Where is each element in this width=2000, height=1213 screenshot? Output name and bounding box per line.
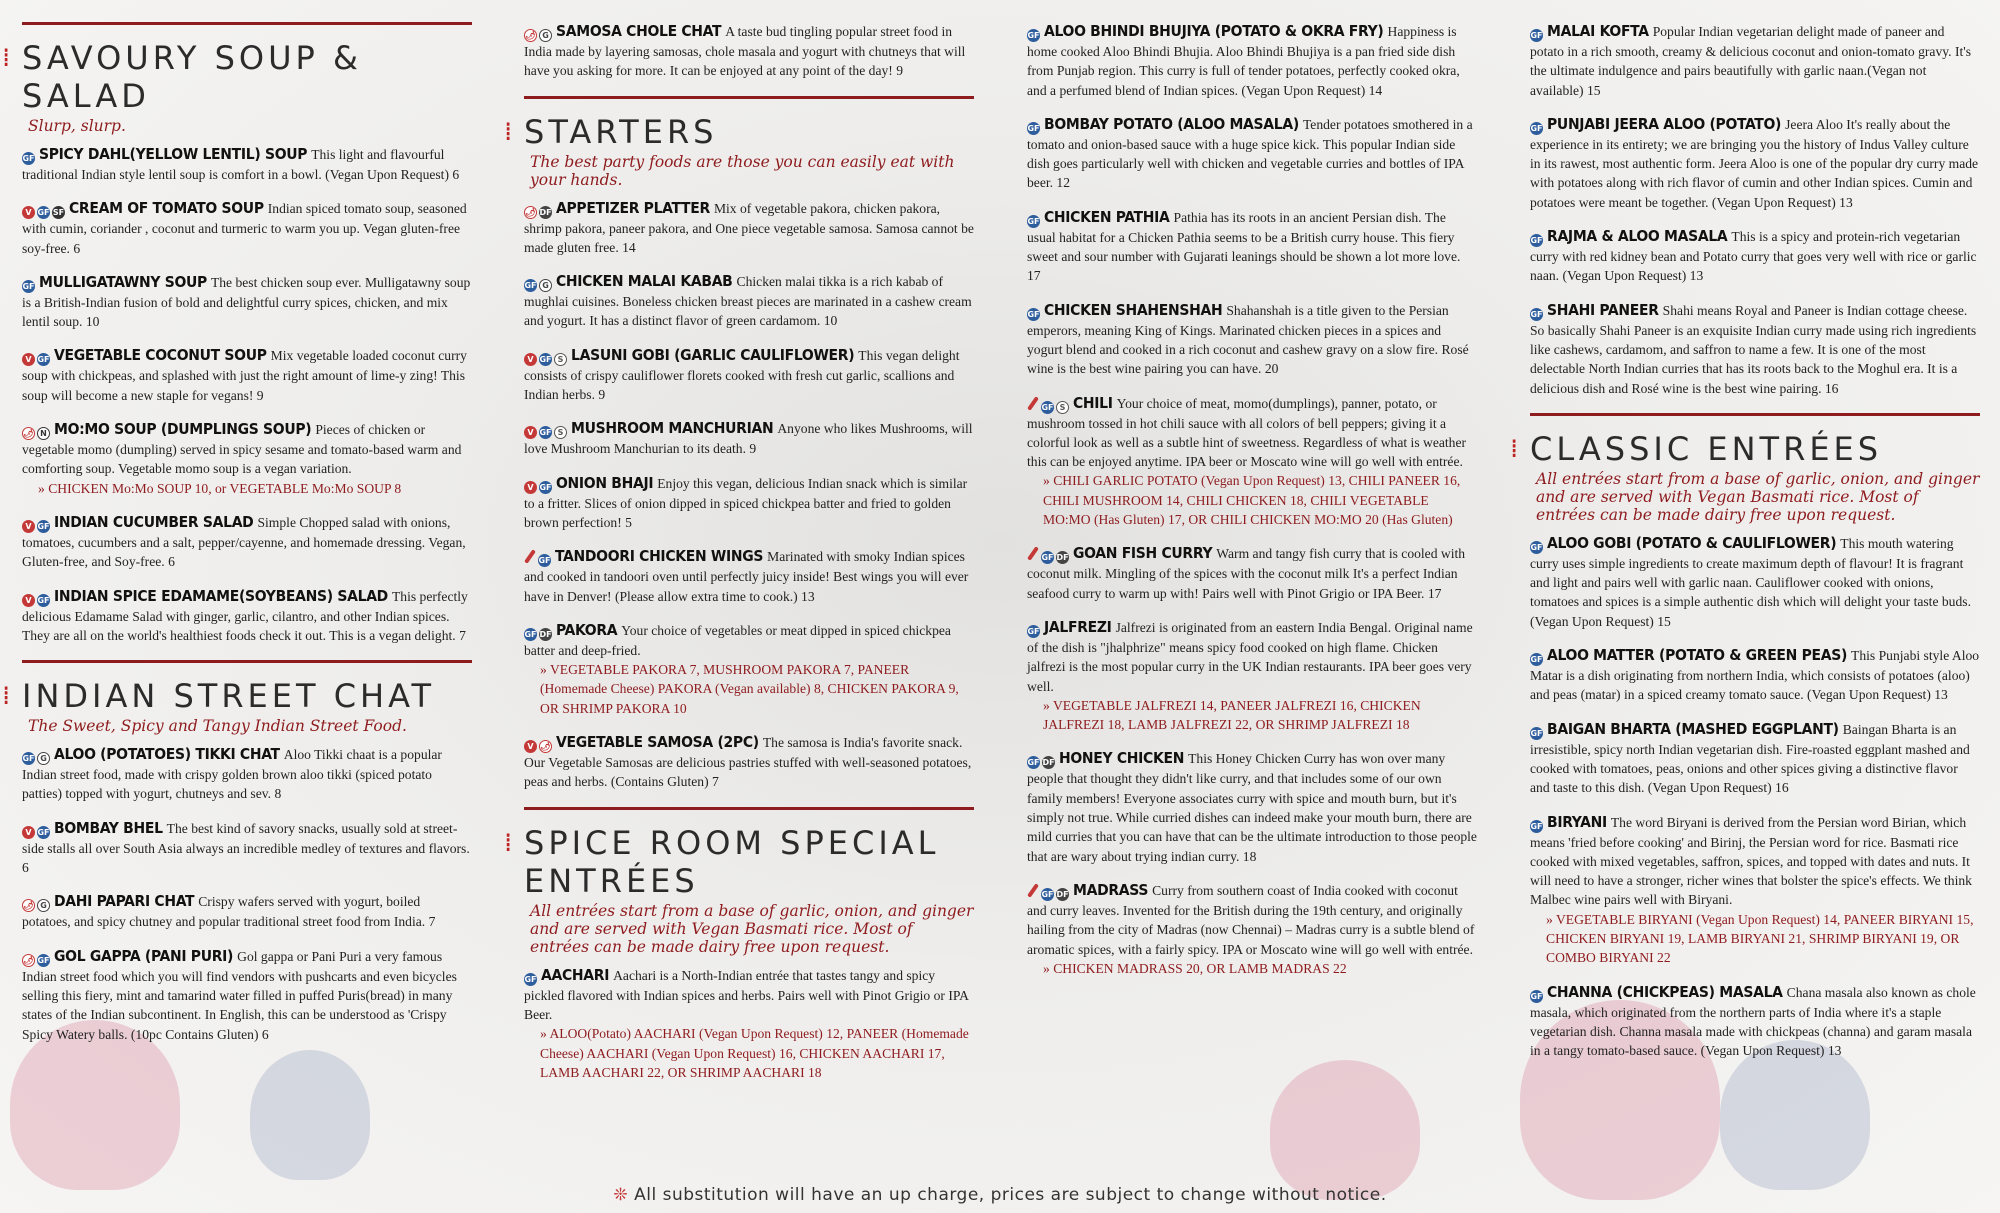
footer-notice [0, 1185, 2000, 1205]
item-name: HONEY CHICKEN [1059, 749, 1185, 768]
menu-item [22, 145, 472, 184]
item-description: Mix of vegetable pakora, chicken pakora, shrimp pakora, paneer pakora, and One piece vegetable samosa. Samosa cannot be made gluten free. 14 [524, 200, 974, 255]
chili-icon [1027, 883, 1039, 898]
item-name: MUSHROOM MANCHURIAN [571, 419, 774, 438]
menu-item [22, 819, 472, 878]
dietary-badges [1530, 115, 1545, 135]
item-name: INDIAN CUCUMBER SALAD [54, 512, 254, 531]
gluten-icon: G [539, 279, 552, 292]
menu-item [1530, 720, 1980, 798]
dietary-badges [22, 947, 52, 967]
gluten-free-icon: GF [524, 974, 537, 984]
item-name: JALFREZI [1044, 617, 1112, 636]
gluten-free-icon: GF [1027, 123, 1040, 133]
dietary-badges [524, 547, 553, 567]
item-description: Shahi means Royal and Paneer is Indian cottage cheese. So basically Shahi Paneer is an exquisite Indian curry made using rich ingredients like cashews, cardamom, and saffron to name a few. It is one of the most delectable North Indian curries that has its roots back to the Moghul era. It is a delicious dish and Rosé wine is the best wine pairing. 16 [1530, 302, 1977, 396]
item-name: SPICY DAHL(YELLOW LENTIL) SOUP [39, 145, 308, 163]
item-description: Popular Indian vegetarian delight made of paneer and potato in a rich smooth, creamy & delicious coconut and onion-tomato gravy. It's the ultimate indulgence and pairs beautifully with garlic naan.(Vegan not available) 15 [1530, 24, 1971, 98]
menu-item [524, 621, 974, 718]
item-name: BIRYANI [1547, 812, 1607, 831]
menu-item [1027, 618, 1477, 734]
elephant-decoration [250, 1050, 370, 1180]
dietary-badges [22, 420, 52, 440]
item-options: » CHILI GARLIC POTATO (Vegan Upon Request) 13, CHILI PANEER 16, CHILI MUSHROOM 14, CHILI CHICKEN 18, CHILI VEGETABLE MO:MO (Has Gluten) 17, OR CHILI CHICKEN MO:MO 20 (Has Gluten) [1043, 471, 1477, 529]
item-name: CREAM OF TOMATO SOUP [69, 199, 264, 218]
chili-icon [524, 549, 536, 564]
dairy-free-icon: DF [539, 629, 552, 639]
menu-item [22, 346, 472, 405]
dietary-badges [1027, 749, 1057, 769]
menu-item [1530, 646, 1980, 705]
item-description: Baingan Bharta is an irresistible, spicy north Indian vegetarian dish. Fire-roasted eggplant mashed and cooked with tomatoes, peas, onions and other spices giving a distinctive flavor and taste to this dish. (Vegan Upon Request) 16 [1530, 721, 1970, 796]
dietary-badges [22, 892, 52, 912]
menu-item [1027, 544, 1477, 603]
section-tagline: The Sweet, Spicy and Tangy Indian Street Food. [28, 717, 407, 736]
item-name: ALOO BHINDI BHUJIYA (POTATO & OKRA FRY) [1044, 22, 1384, 40]
section-divider [22, 22, 472, 25]
section-tagline: The best party foods are those you can easily eat with your hands. [530, 152, 955, 189]
spicy-icon: 🌶 [525, 31, 536, 40]
dietary-badges [524, 272, 554, 292]
item-name: MO:MO SOUP (DUMPLINGS SOUP) [54, 420, 312, 439]
gluten-free-icon: GF [539, 354, 552, 364]
section-title: ⁞ STARTERS [524, 113, 974, 151]
gluten-free-icon: GF [1027, 309, 1040, 319]
vegan-icon: V [22, 353, 35, 366]
spicy-icon: 🌶 [525, 207, 536, 217]
dietary-badges [524, 733, 554, 753]
dairy-free-icon: DF [1042, 758, 1055, 768]
item-description: Your choice of meat, momo(dumplings), panner, potato, or mushroom tossed in hot chili sauce with all colors of bell peppers; giving it a colorful look as well as a subtle hint of sweetness. Regardless of what is weather this can be enjoyed anytime. IPA beer or Moscato wine will go well with entrée. [1027, 395, 1467, 470]
menu-item [22, 947, 472, 1044]
item-name: VEGETABLE SAMOSA (2PC) [556, 733, 759, 752]
dietary-badges [1027, 301, 1042, 321]
item-description: Pathia has its roots in an ancient Persian dish. The usual habitat for a Chicken Pathia seems to be a British curry house. This fiery sweet and sour number with Gujarati leanings should be shown a lot more love. 17 [1027, 209, 1461, 284]
gluten-free-icon: GF [1530, 31, 1543, 40]
gluten-free-icon: GF [37, 521, 50, 531]
menu-item [1530, 115, 1980, 212]
dietary-badges [1530, 534, 1545, 554]
item-description: This vegan delight consists of crispy cauliflower florets cooked with fresh cut garlic, scallions and Indian herbs. 9 [524, 347, 960, 403]
menu-item [1027, 881, 1477, 978]
item-name: CHILI [1073, 393, 1113, 412]
vegan-icon: V [22, 826, 35, 839]
chili-icon [1027, 396, 1039, 411]
dietary-badges [22, 145, 37, 165]
item-description: This Honey Chicken Curry has won over many people that thought they didn't like curry, and that includes some of our own family members! Everyone associates curry with spice and mouth burn, but it's simply not true. While curried dishes can indeed make your mouth burn, there are mild curries that you can have that can be the ultimate introduction to those people that are wary about trying indian curry. 18 [1027, 751, 1477, 864]
gluten-free-icon: GF [22, 754, 35, 764]
dietary-badges [22, 745, 52, 765]
gluten-free-icon: GF [1530, 309, 1543, 319]
item-description: The best chicken soup ever. Mulligatawny soup is a British-Indian fusion of bold and delightful curry spices, chicken, and mix lentil soup. 10 [22, 274, 471, 330]
dietary-badges [1530, 22, 1545, 42]
menu-item [1530, 983, 1980, 1061]
dietary-badges [1027, 208, 1042, 228]
item-description: Happiness is home cooked Aloo Bhindi Bhujia. Aloo Bhindi Bhujiya is a pan fried side dish from Punjab region. This curry is full of tender potatoes, perfectly cooked okra, and a perfumed blend of Indian spices. (Vegan Upon Request) 14 [1027, 24, 1460, 98]
section-divider [1530, 413, 1980, 416]
menu-section [22, 660, 472, 1044]
item-description: Simple Chopped salad with onions, tomatoes, cucumbers and a salt, pepper/cayenne, and homemade dressing. Vegan, Gluten-free, and Soy-free. 6 [22, 514, 466, 570]
item-options: » VEGETABLE BIRYANI (Vegan Upon Request) 14, PANEER BIRYANI 15, CHICKEN BIRYANI 19, LAMB BIRYANI 21, SHRIMP BIRYANI 19, OR COMBO BIRYANI 22 [1546, 910, 1980, 968]
dietary-badges [1027, 22, 1042, 42]
item-description: Warm and tangy fish curry that is cooled with coconut milk. Mingling of the spices with the coconut milk It's a perfect Indian seafood curry to warm up with! Pairs well with Pinot Grigio or IPA Beer. 17 [1027, 546, 1466, 601]
spicy-icon: 🌶 [23, 901, 34, 911]
dietary-badges [22, 273, 37, 293]
gluten-free-icon: GF [1027, 31, 1040, 40]
gluten-free-icon: GF [539, 428, 552, 438]
gluten-free-icon: GF [22, 154, 35, 163]
item-description: Your choice of vegetables or meat dipped in spiced chickpea batter and deep-fried. [524, 622, 951, 658]
gluten-free-icon: GF [1530, 821, 1543, 831]
gluten-free-icon: GF [1041, 889, 1054, 899]
item-name: SAMOSA CHOLE CHAT [556, 22, 722, 40]
section-divider [524, 96, 974, 99]
gluten-free-icon: GF [524, 629, 537, 639]
item-description: Chana masala also known as chole masala, which originated from the northern parts of India where it's a staple vegetarian dish. Channa masala made with chickpeas (channa) and garam masala in a tangy tomato-based sauce. (Vegan Upon Request) 13 [1530, 984, 1976, 1059]
item-name: RAJMA & ALOO MASALA [1547, 227, 1728, 246]
item-description: The samosa is India's favorite snack. Our Vegetable Samosas are delicious pastries stuffed with well-seasoned potatoes, peas and herbs. (Contains Gluten) 7 [524, 735, 972, 790]
dietary-badges [524, 22, 554, 42]
item-name: MADRASS [1073, 880, 1149, 899]
gluten-free-icon: GF [1530, 991, 1543, 1001]
menu-item [1530, 534, 1980, 631]
gluten-free-icon: GF [1027, 216, 1040, 226]
dietary-badges [524, 474, 554, 494]
item-name: GOL GAPPA (PANI PURI) [54, 946, 234, 965]
dietary-badges [1027, 115, 1042, 135]
gluten-free-icon: GF [1027, 626, 1040, 636]
menu-column-1 [22, 22, 472, 1059]
menu-item [1027, 208, 1477, 286]
vegan-icon: V [22, 206, 35, 219]
gluten-free-icon: GF [1530, 728, 1543, 738]
dietary-badges [1530, 983, 1545, 1003]
item-name: BAIGAN BHARTA (MASHED EGGPLANT) [1547, 719, 1839, 738]
section-divider [524, 807, 974, 810]
menu-section [22, 22, 472, 645]
item-name: CHICKEN SHAHENSHAH [1044, 300, 1223, 319]
item-options: » VEGETABLE PAKORA 7, MUSHROOM PAKORA 7, PANEER (Homemade Cheese) PAKORA (Vegan available) 8, CHICKEN PAKORA 9, OR SHRIMP PAKORA 10 [540, 660, 974, 718]
section-title: ⁞ CLASSIC ENTRÉES [1530, 430, 1980, 468]
gluten-free-icon: GF [37, 955, 50, 965]
item-description: This is a spicy and protein-rich vegetarian curry with red kidney bean and Potato curry that goes very well with rice or garlic naan. (Vegan Upon Request) 13 [1530, 229, 1977, 284]
item-options: » VEGETABLE JALFREZI 14, PANEER JALFREZI 16, CHICKEN JALFREZI 18, LAMB JALFREZI 22, OR SHRIMP JALFREZI 18 [1043, 696, 1477, 735]
item-description: Anyone who likes Mushrooms, will love Mushroom Manchurian to its death. 9 [524, 421, 973, 457]
item-description: Mix vegetable loaded coconut curry soup with chickpeas, and splashed with just the right amount of lime-y zing! This soup will become a new staple for vegans! 9 [22, 348, 467, 403]
gluten-free-icon: GF [1530, 236, 1543, 246]
dietary-badges [1027, 394, 1071, 414]
item-options: » CHICKEN Mo:Mo SOUP 10, or VEGETABLE Mo:Mo SOUP 8 [38, 479, 472, 498]
dietary-badges [22, 587, 52, 607]
menu-item [1027, 394, 1477, 530]
gluten-free-icon: GF [1530, 542, 1543, 552]
item-name: DAHI PAPARI CHAT [54, 892, 195, 911]
item-name: ALOO MATTER (POTATO & GREEN PEAS) [1547, 646, 1848, 665]
item-description: Aachari is a North-Indian entrée that tastes tangy and spicy pickled flavored with Indian spices and herbs. Pairs well with Pinot Grigio or IPA Beer. [524, 967, 969, 1022]
menu-section [1530, 22, 1980, 398]
gluten-free-icon: GF [1027, 758, 1040, 768]
gluten-free-icon: GF [22, 281, 35, 291]
section-tagline: All entrées start from a base of garlic, onion, and ginger and are served with Vegan Basmati rice. Most of entrées can be made dairy free upon request. [1536, 469, 1980, 524]
vegan-icon: V [524, 353, 537, 366]
item-options: » CHICKEN MADRASS 20, OR LAMB MADRAS 22 [1043, 959, 1477, 978]
gluten-icon: G [37, 899, 50, 912]
menu-section [524, 96, 974, 792]
gluten-free-icon: GF [37, 208, 50, 218]
chili-icon [1027, 547, 1039, 562]
dietary-badges [1530, 301, 1545, 321]
gluten-free-icon: GF [37, 595, 50, 605]
item-description: Shahanshah is a title given to the Persian emperors, meaning King of Kings. Marinated chicken pieces in a spices and yogurt blend and cooked in a rich coconut and cashew gravy on a slow fire. Rosé wine is the best wine pairing you can have. 20 [1027, 302, 1469, 377]
spicy-icon: 🌶 [23, 955, 34, 965]
item-description: Chicken malai tikka is a rich kabab of mughlai cuisines. Boneless chicken breast pieces are marinated in a cashew cream and yogurt. It has a distinct flavor of green cardamom. 10 [524, 274, 972, 329]
dietary-badges [22, 513, 52, 533]
menu-item [1530, 227, 1980, 286]
nut-icon: N [37, 427, 50, 440]
menu-column-2 [524, 22, 974, 1097]
section-divider [22, 660, 472, 663]
spicy-icon: 🌶 [540, 742, 551, 752]
menu-item [22, 513, 472, 572]
item-name: CHICKEN PATHIA [1044, 207, 1170, 226]
item-name: ONION BHAJI [556, 473, 654, 492]
dietary-badges [22, 819, 52, 839]
dietary-badges [22, 346, 52, 366]
menu-column-3 [1027, 22, 1477, 993]
section-tagline: All entrées start from a base of garlic, onion, and ginger and are served with Vegan Basmati rice. Most of entrées can be made dairy free upon request. [530, 901, 974, 956]
menu-item [524, 966, 974, 1082]
menu-item [1530, 813, 1980, 968]
menu-item [524, 733, 974, 792]
section-title: ⁞ SPICE ROOM SPECIAL ENTRÉES [524, 824, 974, 900]
item-description: This mouth watering curry uses simple ingredients to create maximum depth of flavour! It is fragrant and light and pairs well with garlic naan. Cauliflower cooked with onions, tomatoes and spices is a simple authentic dish which will delight your taste buds. (Vegan Upon Request) 15 [1530, 535, 1971, 629]
item-name: VEGETABLE COCONUT SOUP [54, 346, 267, 365]
menu-section [1027, 22, 1477, 978]
gluten-free-icon: GF [37, 355, 50, 365]
menu-item [524, 419, 974, 458]
menu-item [22, 199, 472, 258]
menu-section [524, 807, 974, 1082]
menu-section [524, 22, 974, 81]
gluten-free-icon: GF [524, 281, 537, 291]
item-description: A taste bud tingling popular street food in India made by layering samosas, chole masala and yogurt with chutneys that will have you asking for more. It can be enjoyed at any point of the day! 9 [524, 24, 966, 79]
menu-item [1530, 301, 1980, 398]
menu-item [1530, 22, 1980, 100]
dietary-badges [524, 419, 569, 439]
item-description: Enjoy this vegan, delicious Indian snack which is similar to a fritter. Slices of onion dipped in spiced chickpea batter and fried to golden brown perfection! 5 [524, 475, 968, 530]
menu-item [524, 22, 974, 81]
vegan-icon: V [22, 520, 35, 533]
gluten-free-icon: GF [538, 556, 551, 566]
item-description: This light and flavourful traditional Indian style lentil soup is comfort in a bowl. (Vegan Upon Request) 6 [22, 147, 460, 182]
item-name: SHAHI PANEER [1547, 300, 1659, 319]
dairy-free-icon: DF [1056, 889, 1069, 899]
gluten-free-icon: GF [1041, 402, 1054, 412]
menu-item [22, 745, 472, 804]
vegan-icon: V [524, 481, 537, 494]
dairy-free-icon: DF [539, 207, 552, 217]
vegan-icon: V [22, 594, 35, 607]
menu-item [524, 346, 974, 405]
menu-item [22, 273, 472, 332]
item-name: BOMBAY POTATO (ALOO MASALA) [1044, 114, 1299, 133]
item-description: Jeera Aloo It's really about the experience in its entirety; we are bringing you the history of Indus Valley culture in its rawest, most authentic form. Jeera Aloo is one of the popular dry curry made with potatoes along with rich flavor of cumin and other Indian spices. Cumin and potatoes were meant be together. (Vegan Upon Request) 13 [1530, 116, 1979, 210]
vegan-icon: V [524, 740, 537, 753]
item-name: INDIAN SPICE EDAMAME(SOYBEANS) SALAD [54, 586, 388, 605]
flower-icon: ❊ [613, 1185, 629, 1205]
menu-item [524, 547, 974, 606]
dietary-badges [1027, 618, 1042, 638]
dietary-badges [524, 621, 554, 641]
item-description: Tender potatoes smothered in a tomato and onion-based sauce with a huge spice kick. This popular Indian side dish goes particularly well with chicken and vegetable curries and bottles of IPA beer. 12 [1027, 116, 1473, 191]
item-description: Jalfrezi is originated from an eastern India Bengal. Original name of the dish is "jhalphrize" means spicy food cooked on high flame. Chicken jalfrezi is the most popular curry in the UK Indian restaurants. IPA beer goes very well. [1027, 619, 1473, 694]
elephant-decoration [1270, 1060, 1420, 1200]
item-name: ALOO GOBI (POTATO & CAULIFLOWER) [1547, 533, 1837, 552]
menu-column-4 [1530, 22, 1980, 1076]
section-title: ⁞ INDIAN STREET CHAT [22, 677, 472, 715]
menu-item [1027, 22, 1477, 100]
menu-item [1027, 301, 1477, 379]
dietary-badges [524, 346, 569, 366]
item-name: LASUNI GOBI (GARLIC CAULIFLOWER) [571, 345, 855, 364]
dietary-badges [1027, 544, 1071, 564]
section-title: ⁞ SAVOURY SOUP & SALAD [22, 39, 472, 115]
dietary-badges [22, 199, 67, 219]
item-name: APPETIZER PLATTER [556, 198, 710, 217]
vegan-icon: V [524, 426, 537, 439]
gluten-free-icon: GF [1530, 123, 1543, 133]
menu-item [22, 892, 472, 931]
item-name: TANDOORI CHICKEN WINGS [555, 547, 764, 566]
dietary-badges [1530, 720, 1545, 740]
item-name: ALOO (POTATOES) TIKKI CHAT [54, 745, 280, 764]
item-description: This Punjabi style Aloo Matar is a dish originating from northern India, which consists of potatoes (aloo) and peas (matar) in a spiced creamy tomato sauce. (Vegan Upon Request) 13 [1530, 648, 1980, 703]
menu-section [1530, 413, 1980, 1061]
item-name: PUNJABI JEERA ALOO (POTATO) [1547, 114, 1782, 133]
item-description: Indian spiced tomato soup, seasoned with cumin, coriander , coconut and turmeric to warm you up. Vegan gluten-free soy-free. 6 [22, 201, 467, 256]
item-description: Aloo Tikki chaat is a popular Indian street food, made with crispy golden brown aloo tikki (spiced potato patties) topped with yogurt, chutneys and sev. 8 [22, 747, 442, 802]
item-name: BOMBAY BHEL [54, 818, 163, 837]
gluten-free-icon: GF [37, 827, 50, 837]
sesame-icon: S [554, 353, 567, 366]
gluten-icon: G [539, 29, 552, 42]
menu-item [524, 199, 974, 258]
dietary-badges [1530, 646, 1545, 666]
menu-item [1027, 749, 1477, 865]
footer-text: All substitution will have an up charge, prices are subject to change without notice. [634, 1185, 1387, 1205]
item-description: This perfectly delicious Edamame Salad with ginger, garlic, cilantro, and other Indian spices. They are all on the world's healthiest foods check it out. This is a vegan delight. 7 [22, 588, 468, 643]
dietary-badges [524, 966, 539, 986]
item-options: » ALOO(Potato) AACHARI (Vegan Upon Request) 12, PANEER (Homemade Cheese) AACHARI (Vegan Upon Request) 16, CHICKEN AACHARI 17, LAMB AACHARI 22, OR SHRIMP AACHARI 18 [540, 1024, 974, 1082]
item-name: CHICKEN MALAI KABAB [556, 272, 733, 291]
item-description: Marinated with smoky Indian spices and cooked in tandoori oven until perfectly juicy inside! Best wings you will ever have in Denver! (Please allow extra time to cook.) 13 [524, 549, 969, 604]
dietary-badges [1027, 881, 1071, 901]
menu-item [524, 272, 974, 331]
gluten-free-icon: GF [1041, 553, 1054, 563]
item-description: The word Biryani is derived from the Persian word Birian, which means 'fried before cooking' and Birinj, the Persian word for rice. Basmati rice cooked with mixed vegetables, saffron, spices, and topped with dates and nuts. It will need to have a stronger, richer wines that bolster the spice's effects. We think Malbec wine pairs well with Biryani. [1530, 814, 1972, 908]
item-description: Pieces of chicken or vegetable momo (dumpling) served in spicy sesame and tomato-based warm and comforting soup. Vegetable momo soup is a vegan variation. [22, 422, 462, 477]
menu-item [1027, 115, 1477, 193]
gluten-free-icon: GF [1530, 655, 1543, 665]
item-name: GOAN FISH CURRY [1073, 544, 1213, 563]
soy-free-icon: SF [52, 208, 65, 218]
dietary-badges [1530, 227, 1545, 247]
menu-item [22, 420, 472, 498]
gluten-icon: G [37, 752, 50, 765]
dietary-badges [1530, 813, 1545, 833]
item-name: PAKORA [556, 620, 618, 639]
item-name: MULLIGATAWNY SOUP [39, 272, 207, 291]
item-name: CHANNA (CHICKPEAS) MASALA [1547, 982, 1783, 1001]
dairy-free-icon: DF [1056, 553, 1069, 563]
item-description: Curry from southern coast of India cooked with coconut and curry leaves. Invented for the British during the 19th century, and originally hailing from the city of Madras (now Chennai) – Madras curry is a subtle blend of aromatic spices, with a fairly spicy. IPA or Moscato wine will go well with entrée. [1027, 882, 1475, 957]
item-description: Crispy wafers served with yogurt, boiled potatoes, and spicy chutney and popular traditional street food from India. 7 [22, 894, 436, 930]
sesame-icon: S [1056, 401, 1069, 414]
menu-item [22, 587, 472, 646]
sesame-icon: S [554, 426, 567, 439]
spicy-icon: 🌶 [23, 429, 34, 439]
item-description: The best kind of savory snacks, usually sold at street-side stalls all over South Asia always an incredible medley of textures and flavors. 6 [22, 820, 470, 876]
item-description: Gol gappa or Pani Puri a very famous Indian street food which you will find vendors with pushcarts and even bicycles selling this fiery, mint and tamarind water filled in puffed Puris(bread) in many states of the Indian subcontinent. In English, this can be understood as 'Crispy Spicy Watery balls. (10pc Contains Gluten) 6 [22, 948, 457, 1042]
menu-item [524, 474, 974, 533]
item-name: MALAI KOFTA [1547, 22, 1649, 40]
section-tagline: Slurp, slurp. [28, 117, 126, 135]
dietary-badges [524, 199, 554, 219]
item-name: AACHARI [541, 965, 610, 984]
gluten-free-icon: GF [539, 482, 552, 492]
